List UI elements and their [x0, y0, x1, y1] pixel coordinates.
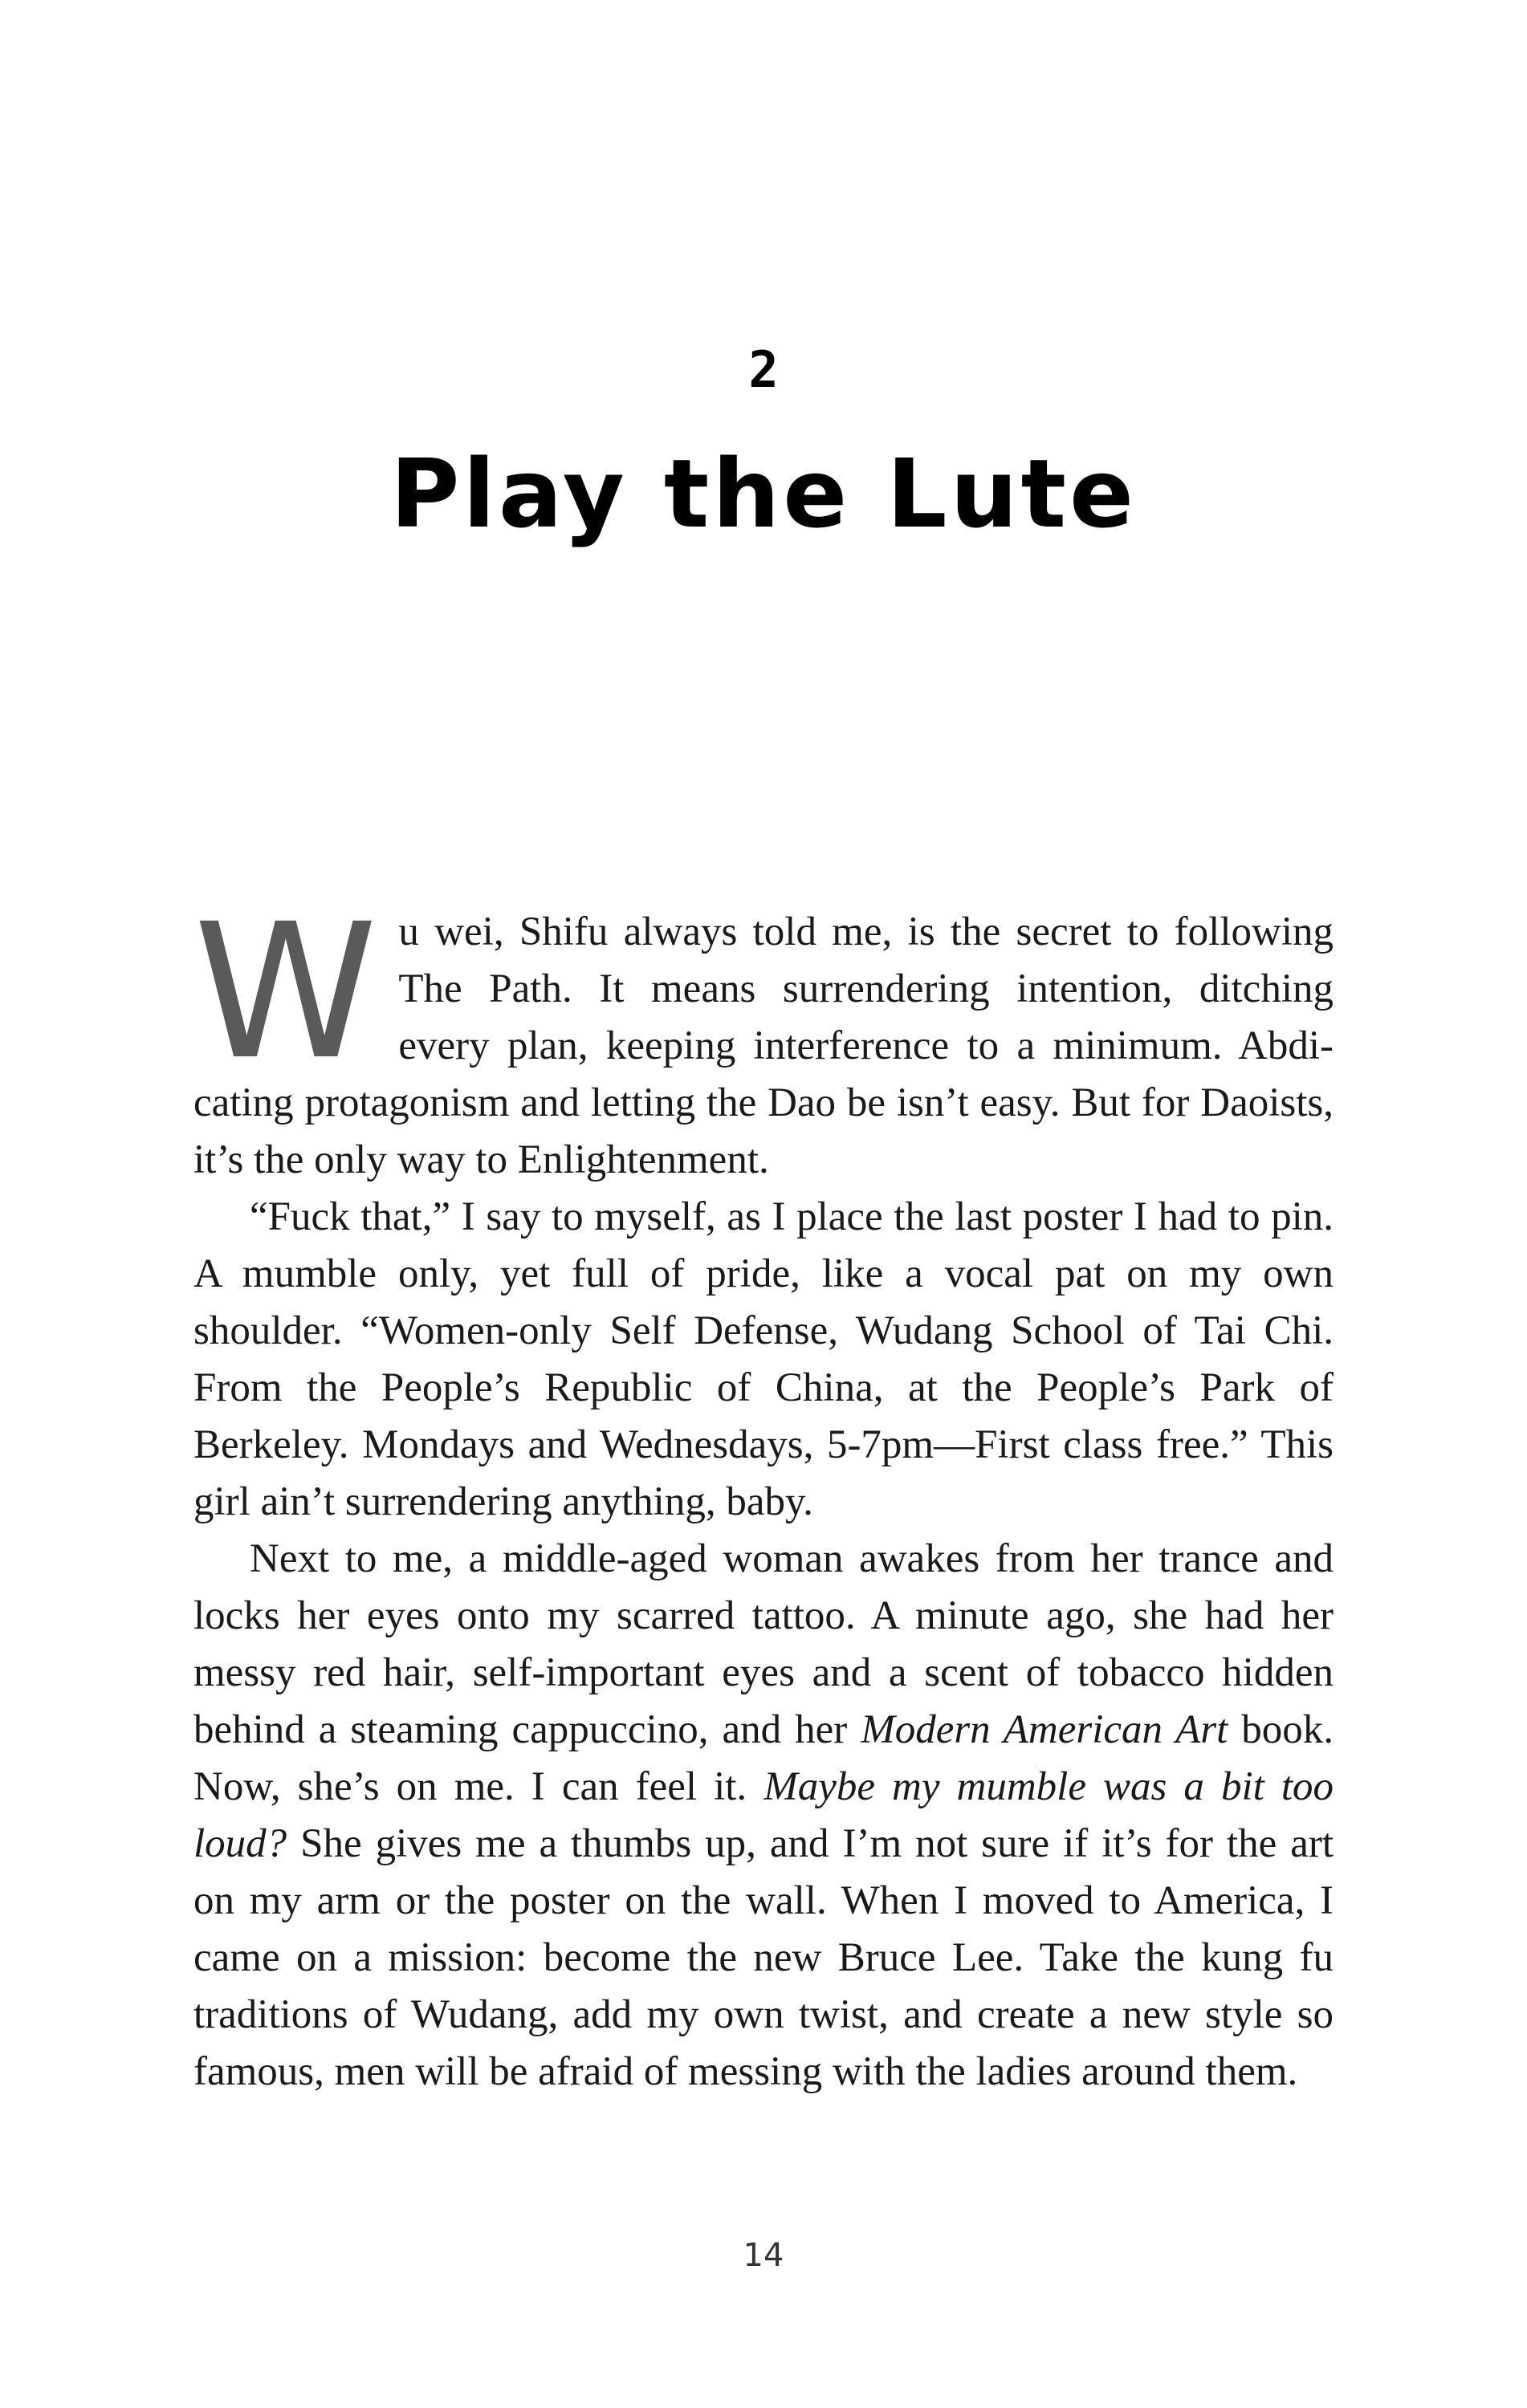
paragraph-3	[193, 1531, 1334, 2101]
book-title-italic: Modern American Art	[861, 1707, 1228, 1752]
paragraph-3-text-c: She gives me a thumbs up, and I’m not sure if it’s for the art on my arm or the poster on the wall. When I moved to America, I came on a mission: become the new Bruce Lee. Take the kung fu traditions of Wudang, add my own twist, and create a new style so famous, men will be afraid of messing with the ladies around them.	[193, 1821, 1334, 2094]
drop-cap: W	[193, 884, 378, 1100]
chapter-number: 2	[748, 340, 779, 399]
chapter-title: Play the Lute	[389, 438, 1138, 549]
paragraph-1	[193, 884, 1334, 1189]
paragraph-3-text-b: book. Now, she’s on me. I can feel it.	[193, 1707, 1334, 1809]
inner-thought-italic: Maybe my mumble was a bit too loud?	[193, 1764, 1334, 1866]
page-number: 14	[743, 2237, 784, 2274]
paragraph-3-text-a: Next to me, a middle-aged woman awakes from her trance and locks her eyes onto my scarred tattoo. A minute ago, she had her messy red hair, self-important eyes and a scent of tobacco hidden behind a steaming cappuccino, and her	[193, 1536, 1334, 1752]
paragraph-2: “Fuck that,” I say to myself, as I place the last poster I had to pin. A mumble only, yet full of pride, like a vocal pat on my own shoulder. “Women-only Self Defense, Wudang School of Tai Chi. From the People’s Republic of China, at the People’s Park of Berkeley. Mondays and Wednesdays, 5-7pm—First class free.” This girl ain’t surrendering anything, baby.	[193, 1194, 1334, 1524]
body-text	[193, 884, 1334, 2101]
paragraph-1-text: u wei, Shifu always told me, is the secret to following The Path. It means surrendering intention, ditching every plan, keeping interference to a minimum. Abdicating protagonism and letting the Dao be isn’t easy. But for Daoists, it’s the only way to Enlightenment.	[193, 909, 1334, 1182]
